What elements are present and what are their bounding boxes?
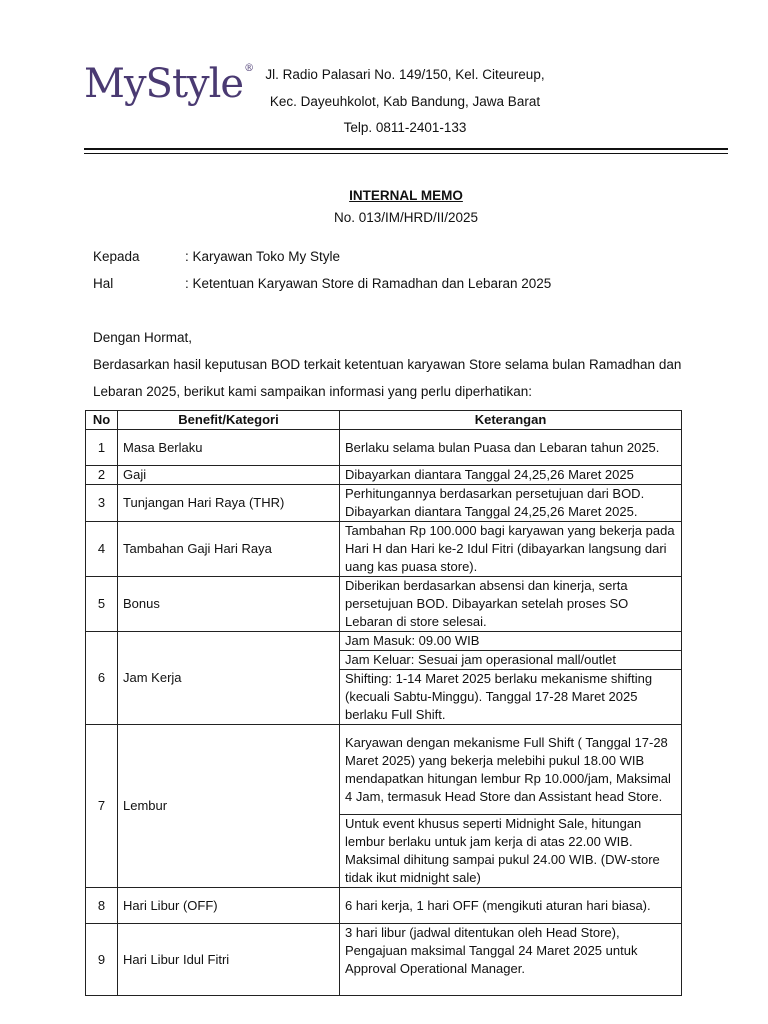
header-keterangan: Keterangan [340, 411, 682, 430]
phone-line: Telp. 0811-2401-133 [343, 120, 467, 135]
address-line-1: Jl. Radio Palasari No. 149/150, Kel. Citeureup, [265, 67, 545, 82]
letterhead-divider-thin [84, 153, 728, 154]
row-number: 4 [86, 522, 118, 577]
row-category: Gaji [118, 466, 340, 485]
table-row [86, 577, 682, 632]
intro-line-1: Berdasarkan hasil keputusan BOD terkait ketentuan karyawan Store selama bulan Ramadhan dan [93, 357, 682, 372]
row-keterangan: Jam Keluar: Sesuai jam operasional mall/outlet [340, 651, 682, 670]
greeting: Dengan Hormat, [93, 330, 193, 345]
row-number: 5 [86, 577, 118, 632]
row-keterangan: Berlaku selama bulan Puasa dan Lebaran tahun 2025. [340, 430, 682, 466]
header-category: Benefit/Kategori [118, 411, 340, 430]
header-no: No [86, 411, 118, 430]
row-keterangan: Dibayarkan diantara Tanggal 24,25,26 Maret 2025 [340, 466, 682, 485]
row-category: Hari Libur Idul Fitri [118, 924, 340, 996]
row-keterangan: Diberikan berdasarkan absensi dan kinerja, serta persetujuan BOD. Dibayarkan setelah proses SO Lebaran di store selesai. [340, 577, 682, 632]
row-number: 2 [86, 466, 118, 485]
table-row [86, 485, 682, 522]
row-keterangan: 3 hari libur (jadwal ditentukan oleh Head Store), Pengajuan maksimal Tanggal 24 Maret 2025 untuk Approval Operational Manager. [340, 924, 682, 996]
row-category: Tambahan Gaji Hari Raya [118, 522, 340, 577]
row-keterangan: Tambahan Rp 100.000 bagi karyawan yang bekerja pada Hari H dan Hari ke-2 Idul Fitri (dibayarkan langsung dari uang kas puasa store). [340, 522, 682, 577]
row-category: Jam Kerja [118, 632, 340, 725]
row-number: 1 [86, 430, 118, 466]
row-number: 3 [86, 485, 118, 522]
row-keterangan: 6 hari kerja, 1 hari OFF (mengikuti aturan hari biasa). [340, 888, 682, 924]
row-category: Hari Libur (OFF) [118, 888, 340, 924]
benefits-table [85, 410, 682, 996]
row-keterangan: Perhitungannya berdasarkan persetujuan dari BOD. Dibayarkan diantara Tanggal 24,25,26 Maret 2025. [340, 485, 682, 522]
table-row [86, 430, 682, 466]
table-row [86, 725, 682, 815]
row-number: 6 [86, 632, 118, 725]
row-category: Masa Berlaku [118, 430, 340, 466]
company-logo: MyStyle® [84, 61, 254, 107]
row-keterangan: Jam Masuk: 09.00 WIB [340, 632, 682, 651]
table-row [86, 632, 682, 651]
table-row [86, 522, 682, 577]
row-keterangan: Karyawan dengan mekanisme Full Shift ( Tanggal 17-28 Maret 2025) yang bekerja melebihi pukul 18.00 WIB mendapatkan hitungan lembur Rp 10.000/jam, Maksimal 4 Jam, termasuk Head Store dan Assistant head Store. [340, 725, 682, 815]
table-row [86, 466, 682, 485]
row-category: Tunjangan Hari Raya (THR) [118, 485, 340, 522]
row-category: Bonus [118, 577, 340, 632]
table-header-row [86, 411, 682, 430]
table-row [86, 924, 682, 996]
letterhead-divider-thick [84, 148, 728, 150]
subject-label: Hal [93, 276, 114, 291]
to-label: Kepada [93, 249, 140, 264]
intro-line-2: Lebaran 2025, berikut kami sampaikan informasi yang perlu diperhatikan: [93, 384, 533, 399]
table-row [86, 888, 682, 924]
row-keterangan: Shifting: 1-14 Maret 2025 berlaku mekanisme shifting (kecuali Sabtu-Minggu). Tanggal 17-28 Maret 2025 berlaku Full Shift. [340, 670, 682, 725]
memo-number: No. 013/IM/HRD/II/2025 [333, 210, 479, 225]
row-number: 7 [86, 725, 118, 888]
subject-value: : Ketentuan Karyawan Store di Ramadhan dan Lebaran 2025 [185, 276, 552, 291]
memo-title: INTERNAL MEMO [349, 188, 463, 203]
row-keterangan: Untuk event khusus seperti Midnight Sale, hitungan lembur berlaku untuk jam kerja di atas 22.00 WIB. Maksimal dihitung sampai pukul 24.00 WIB. (DW-store tidak ikut midnight sale) [340, 815, 682, 888]
row-number: 9 [86, 924, 118, 996]
to-value: : Karyawan Toko My Style [185, 249, 341, 264]
row-number: 8 [86, 888, 118, 924]
address-line-2: Kec. Dayeuhkolot, Kab Bandung, Jawa Barat [269, 94, 541, 109]
row-category: Lembur [118, 725, 340, 888]
